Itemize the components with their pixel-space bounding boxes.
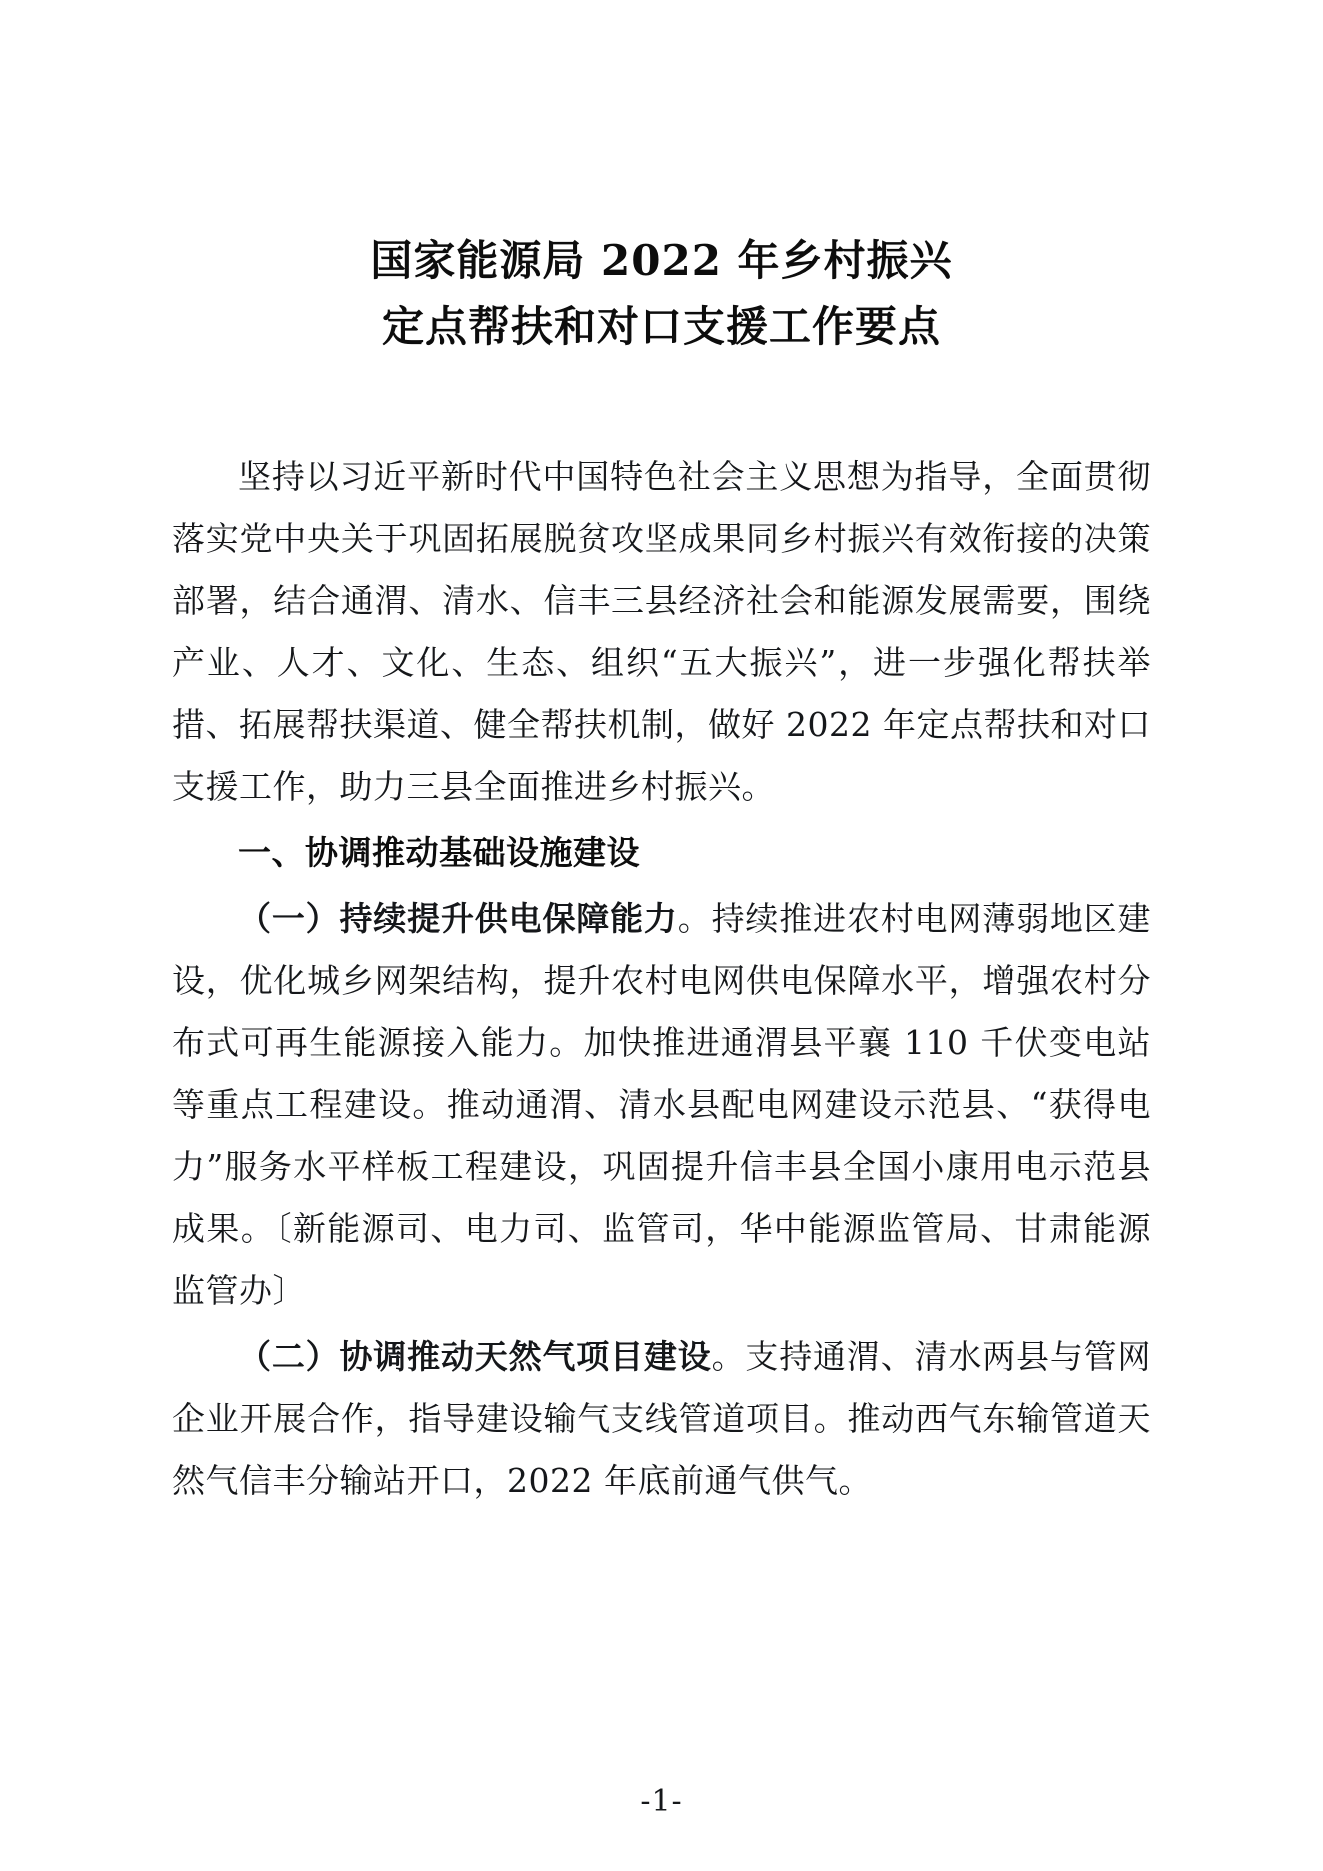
paragraph-intro [172,446,1151,818]
paragraph-item-2-lead: （二）协调推动天然气项目建设 [238,1337,712,1376]
section-heading-1-text: 一、协调推动基础设施建设 [238,833,640,872]
paragraph-item-1 [172,888,1151,1322]
page-title [172,228,1151,360]
paragraph-item-2-text: 。支持通渭、清水两县与管网企业开展合作，指导建设输气支线管道项目。推动西气东输管道天然气信丰分输站开口，2022 年底前通气供气。 [172,1337,1152,1500]
page-number: -1- [640,1784,683,1819]
paragraph-item-1-text: 。持续推进农村电网薄弱地区建设，优化城乡网架结构，提升农村电网供电保障水平，增强农村分布式可再生能源接入能力。加快推进通渭县平襄 110 千伏变电站等重点工程建设。推动通渭、清水县配电网建设示范县、“获得电力”服务水平样板工程建设，巩固提升信丰县全国小康用电示范县成果。〔新能源司、电力司、监管司，华中能源监管局、甘肃能源监管办〕 [172,899,1152,1310]
page-title-line-2: 定点帮扶和对口支援工作要点 [381,302,941,351]
paragraph-intro-text: 坚持以习近平新时代中国特色社会主义思想为指导，全面贯彻落实党中央关于巩固拓展脱贫攻坚成果同乡村振兴有效衔接的决策部署，结合通渭、清水、信丰三县经济社会和能源发展需要，围绕产业、人才、文化、生态、组织“五大振兴”，进一步强化帮扶举措、拓展帮扶渠道、健全帮扶机制，做好 2022 年定点帮扶和对口支援工作，助力三县全面推进乡村振兴。 [172,457,1151,806]
paragraph-item-1-lead: （一）持续提升供电保障能力 [238,899,678,938]
page-title-line-1: 国家能源局 2022 年乡村振兴 [370,236,953,285]
section-heading-1 [172,822,1151,884]
paragraph-item-2 [172,1326,1151,1512]
